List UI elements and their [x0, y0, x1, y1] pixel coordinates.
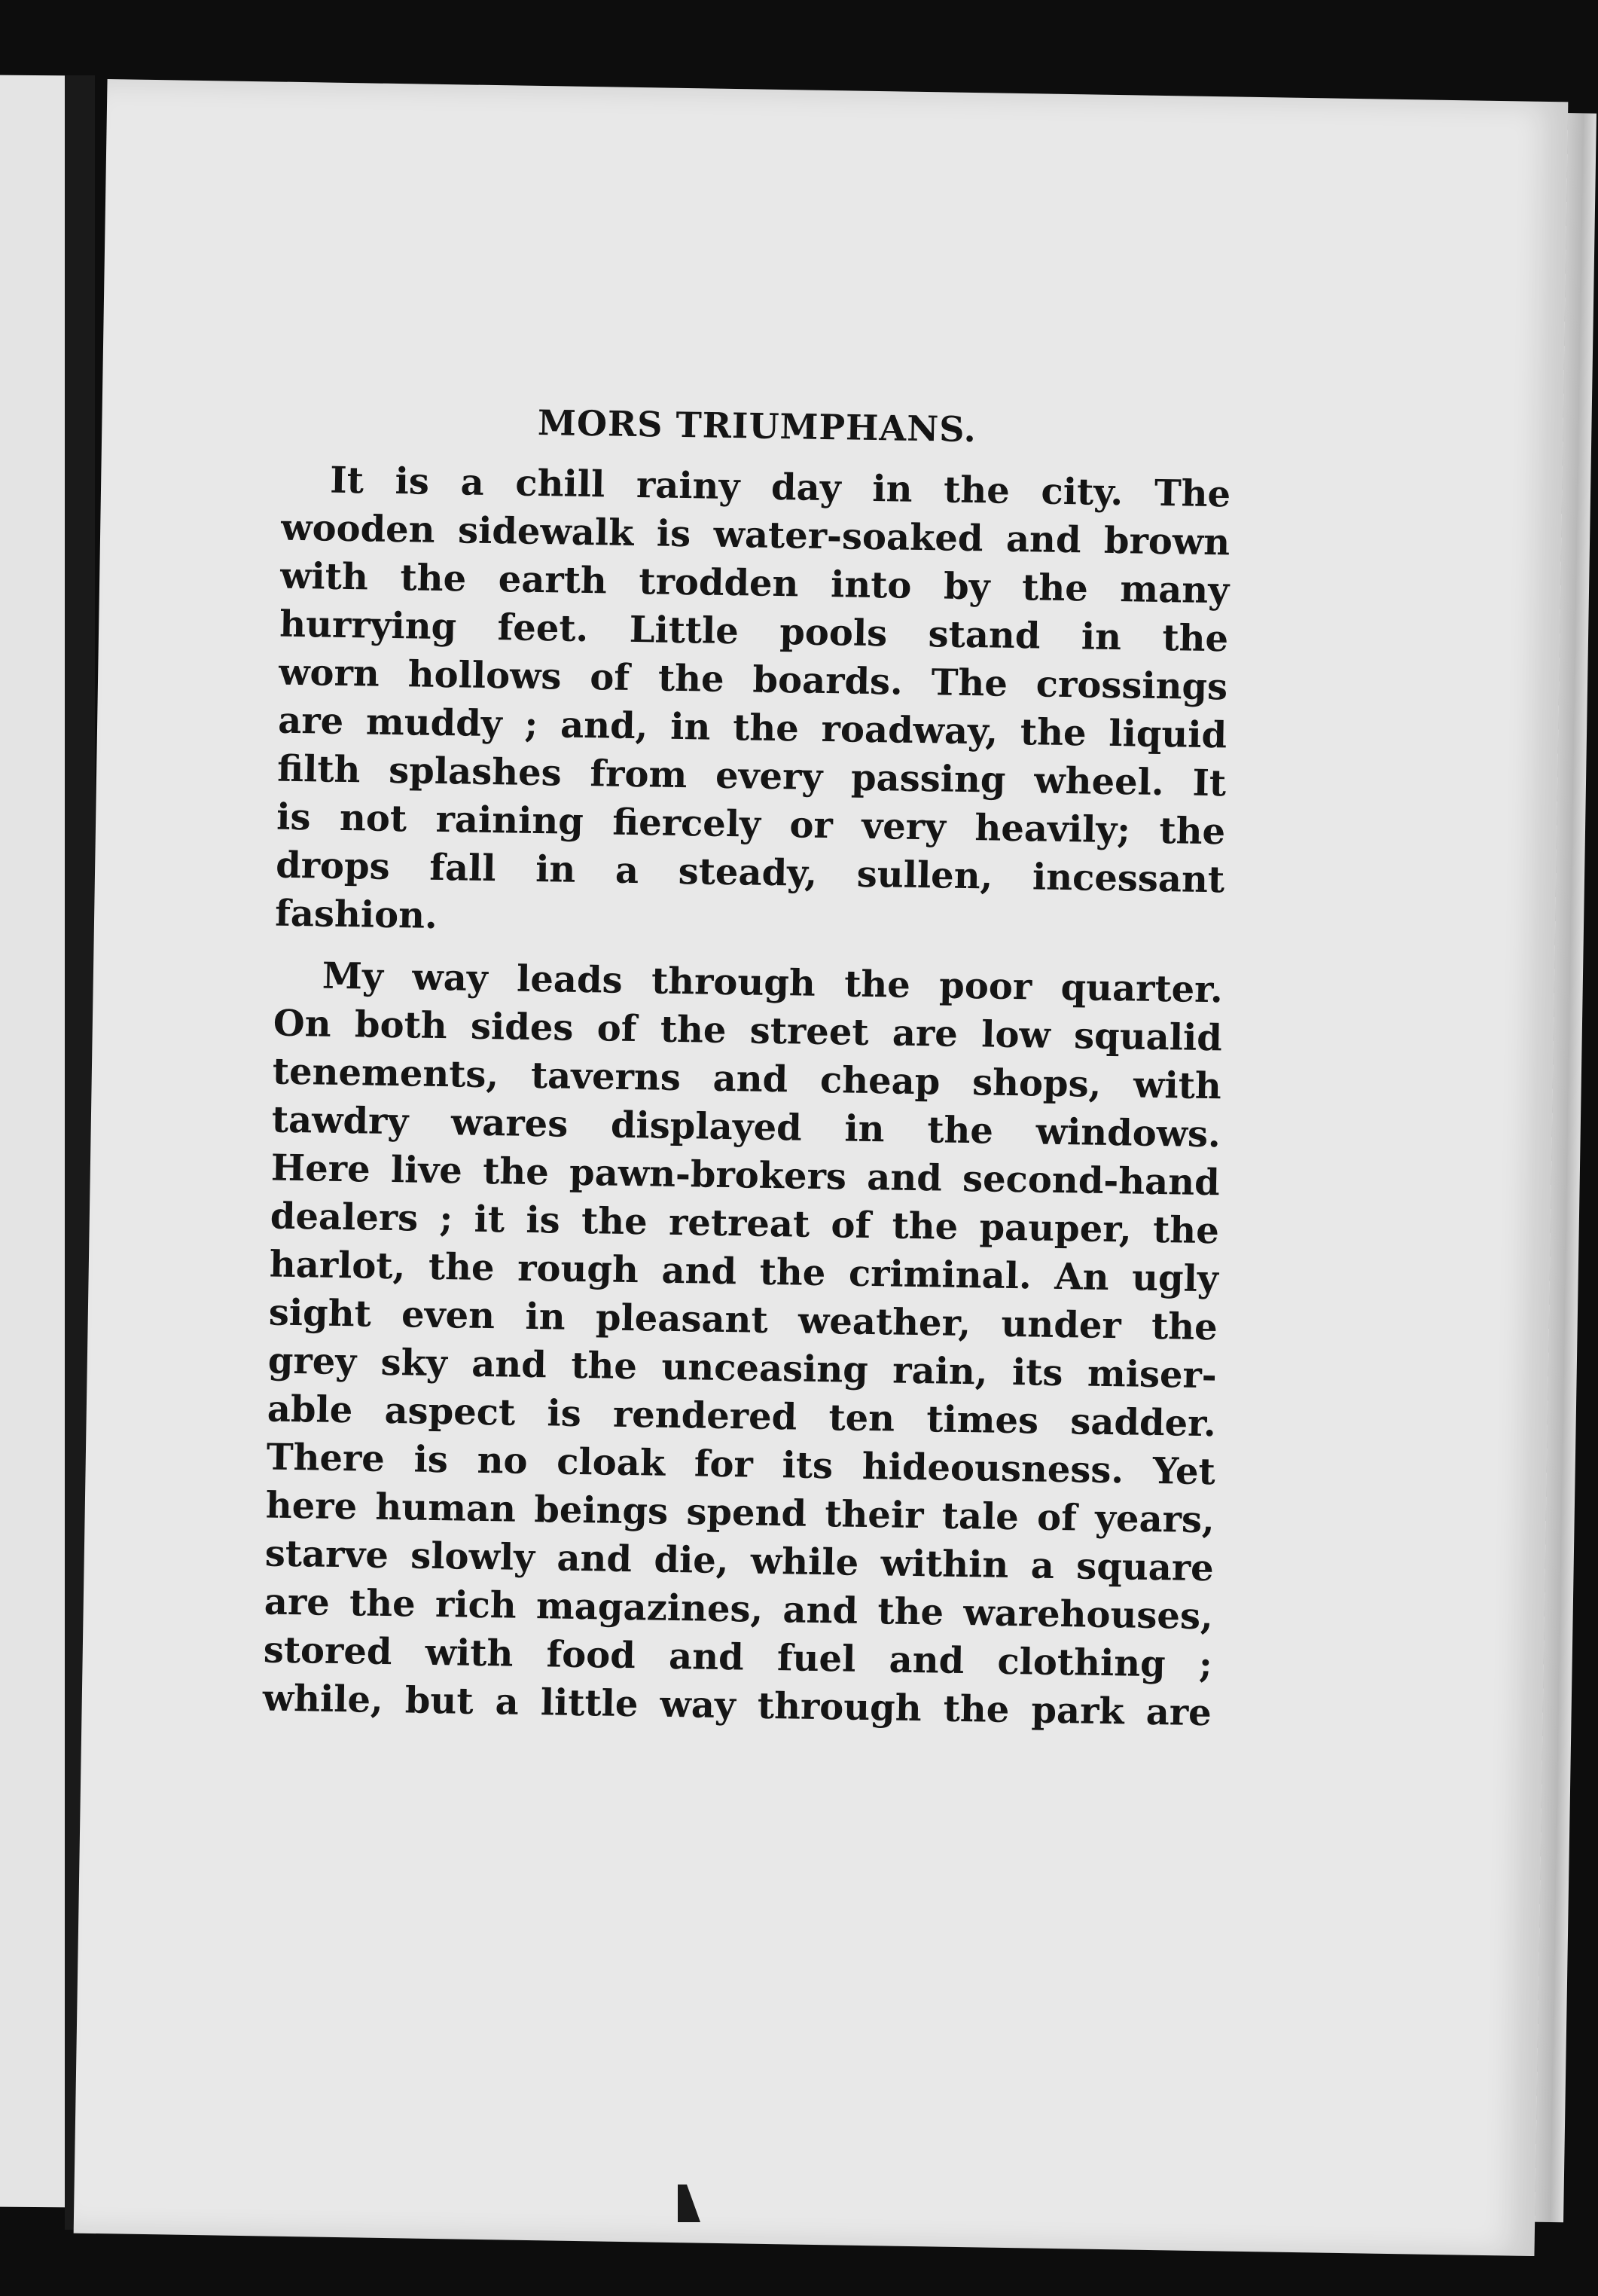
- text-line: grey sky and the unceasing rain, its miser-: [267, 1339, 1218, 1397]
- text-line: My way leads through the poor quarter.: [322, 954, 1224, 1012]
- text-line: filth splashes from every passing wheel. It: [276, 747, 1227, 805]
- text-line: wooden sidewalk is water-soaked and brown: [280, 506, 1231, 564]
- text-line: drops fall in a steady, sullen, incessant: [275, 844, 1225, 902]
- book-page: [74, 79, 1569, 2256]
- text-line: On both sides of the street are low squalid: [273, 1002, 1223, 1060]
- text-line: tenements, taverns and cheap shops, with: [272, 1050, 1222, 1108]
- text-line: sight even in pleasant weather, under the: [268, 1291, 1218, 1349]
- text-line: while, but a little way through the park are: [262, 1677, 1212, 1735]
- text-line: is not raining fiercely or very heavily; the: [276, 795, 1226, 853]
- text-line: Here live the pawn-brokers and second-hand: [270, 1146, 1221, 1204]
- text-line: stored with food and fuel and clothing ;: [263, 1629, 1213, 1687]
- paragraph-1: [275, 456, 1231, 953]
- text-line: It is a chill rainy day in the city. The: [329, 459, 1231, 516]
- page-text: [262, 398, 1232, 1751]
- text-line: are muddy ; and, in the roadway, the liquid: [277, 699, 1227, 757]
- text-line: There is no cloak for its hideousness. Yet: [266, 1436, 1216, 1494]
- text-line: able aspect is rendered ten times sadder.: [267, 1388, 1217, 1446]
- text-line: worn hollows of the boards. The crossings: [278, 651, 1228, 709]
- text-line: are the rich magazines, and the warehouses,: [264, 1580, 1214, 1638]
- text-line: harlot, the rough and the criminal. An ugly: [269, 1243, 1219, 1301]
- text-line: dealers ; it is the retreat of the pauper, the: [270, 1195, 1220, 1253]
- paragraph-2: [262, 951, 1223, 1738]
- text-line: here human beings spend their tale of years,: [265, 1484, 1215, 1542]
- text-line: fashion.: [274, 892, 438, 937]
- text-line: hurrying feet. Little pools stand in the: [279, 603, 1229, 661]
- chapter-title: MORS TRIUMPHANS.: [537, 401, 977, 450]
- text-line: with the earth trodden into by the many: [279, 554, 1230, 612]
- left-page-edge: [0, 75, 69, 2208]
- text-line: starve slowly and die, while within a square: [264, 1532, 1215, 1590]
- text-line: tawdry wares displayed in the windows.: [271, 1098, 1221, 1156]
